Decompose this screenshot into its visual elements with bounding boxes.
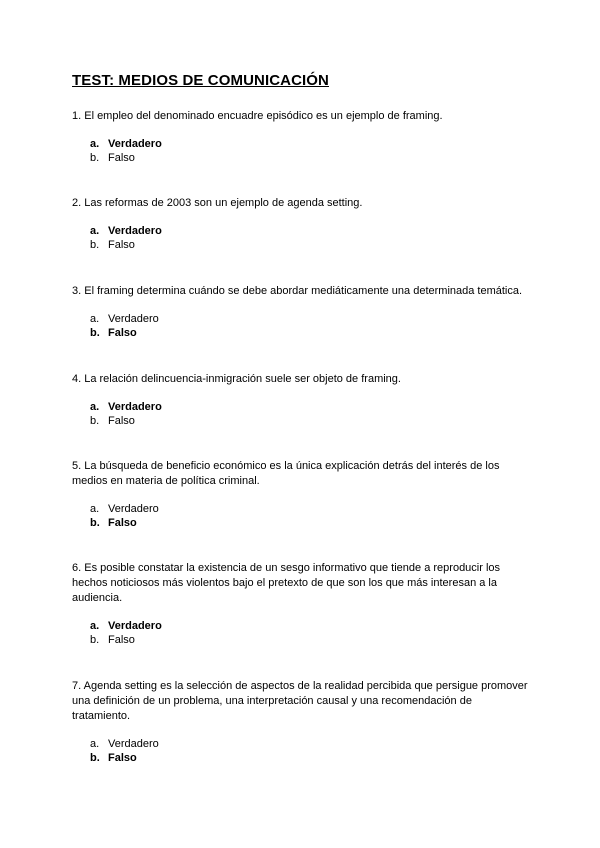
option-letter: a. — [90, 138, 100, 150]
question-1 — [72, 109, 532, 165]
option-letter: a. — [90, 225, 100, 237]
option-letter: a. — [90, 503, 100, 515]
option-letter: a. — [90, 738, 100, 750]
option-label: Falso — [108, 152, 135, 164]
answer-options — [72, 312, 542, 340]
option-letter: b. — [90, 415, 100, 427]
option-letter: b. — [90, 634, 100, 646]
question-text: 2. Las reformas de 2003 son un ejemplo de agenda setting. — [72, 197, 363, 209]
answer-options — [72, 619, 532, 647]
option-label: Falso — [108, 634, 135, 646]
option-a — [90, 224, 532, 238]
question-6 — [72, 561, 532, 647]
option-a — [90, 737, 532, 751]
question-2 — [72, 196, 532, 252]
answer-options — [72, 502, 532, 530]
option-letter: b. — [90, 152, 100, 164]
option-a — [90, 502, 532, 516]
question-7 — [72, 679, 532, 765]
option-letter: a. — [90, 313, 100, 325]
question-5 — [72, 459, 532, 530]
option-label: Falso — [108, 517, 137, 529]
option-a — [90, 619, 532, 633]
option-b — [90, 751, 532, 765]
answer-options — [72, 737, 532, 765]
option-label: Verdadero — [108, 620, 162, 632]
question-text: 4. La relación delincuencia-inmigración suele ser objeto de framing. — [72, 373, 401, 385]
question-text: 7. Agenda setting es la selección de aspectos de la realidad percibida que persigue promover una definición de un problema, una interpretación causal y una recomendación de tratamiento. — [72, 680, 528, 722]
option-b — [90, 633, 532, 647]
option-b — [90, 326, 542, 340]
option-letter: b. — [90, 327, 100, 339]
answer-options — [72, 137, 532, 165]
option-b — [90, 151, 532, 165]
document-title: TEST: MEDIOS DE COMUNICACIÓN — [72, 72, 329, 89]
question-text: 1. El empleo del denominado encuadre episódico es un ejemplo de framing. — [72, 110, 443, 122]
option-label: Falso — [108, 327, 137, 339]
option-letter: b. — [90, 517, 100, 529]
question-text: 5. La búsqueda de beneficio económico es la única explicación detrás del interés de los medios en materia de política criminal. — [72, 460, 500, 487]
option-b — [90, 516, 532, 530]
option-letter: a. — [90, 620, 100, 632]
option-label: Verdadero — [108, 401, 162, 413]
option-label: Verdadero — [108, 313, 159, 325]
answer-options — [72, 224, 532, 252]
option-letter: b. — [90, 239, 100, 251]
option-label: Verdadero — [108, 738, 159, 750]
option-label: Verdadero — [108, 138, 162, 150]
option-letter: b. — [90, 752, 100, 764]
option-a — [90, 400, 532, 414]
question-4 — [72, 372, 532, 428]
option-label: Falso — [108, 752, 137, 764]
option-b — [90, 238, 532, 252]
answer-options — [72, 400, 532, 428]
option-label: Falso — [108, 415, 135, 427]
option-a — [90, 312, 542, 326]
option-b — [90, 414, 532, 428]
option-label: Verdadero — [108, 225, 162, 237]
question-text: 3. El framing determina cuándo se debe abordar mediáticamente una determinada temática. — [72, 285, 523, 297]
option-a — [90, 137, 532, 151]
question-3 — [72, 284, 542, 340]
question-text: 6. Es posible constatar la existencia de un sesgo informativo que tiende a reproducir los hechos noticiosos más violentos bajo el pretexto de que son los que más interesan a la audiencia. — [72, 562, 501, 604]
option-letter: a. — [90, 401, 100, 413]
option-label: Falso — [108, 239, 135, 251]
option-label: Verdadero — [108, 503, 159, 515]
